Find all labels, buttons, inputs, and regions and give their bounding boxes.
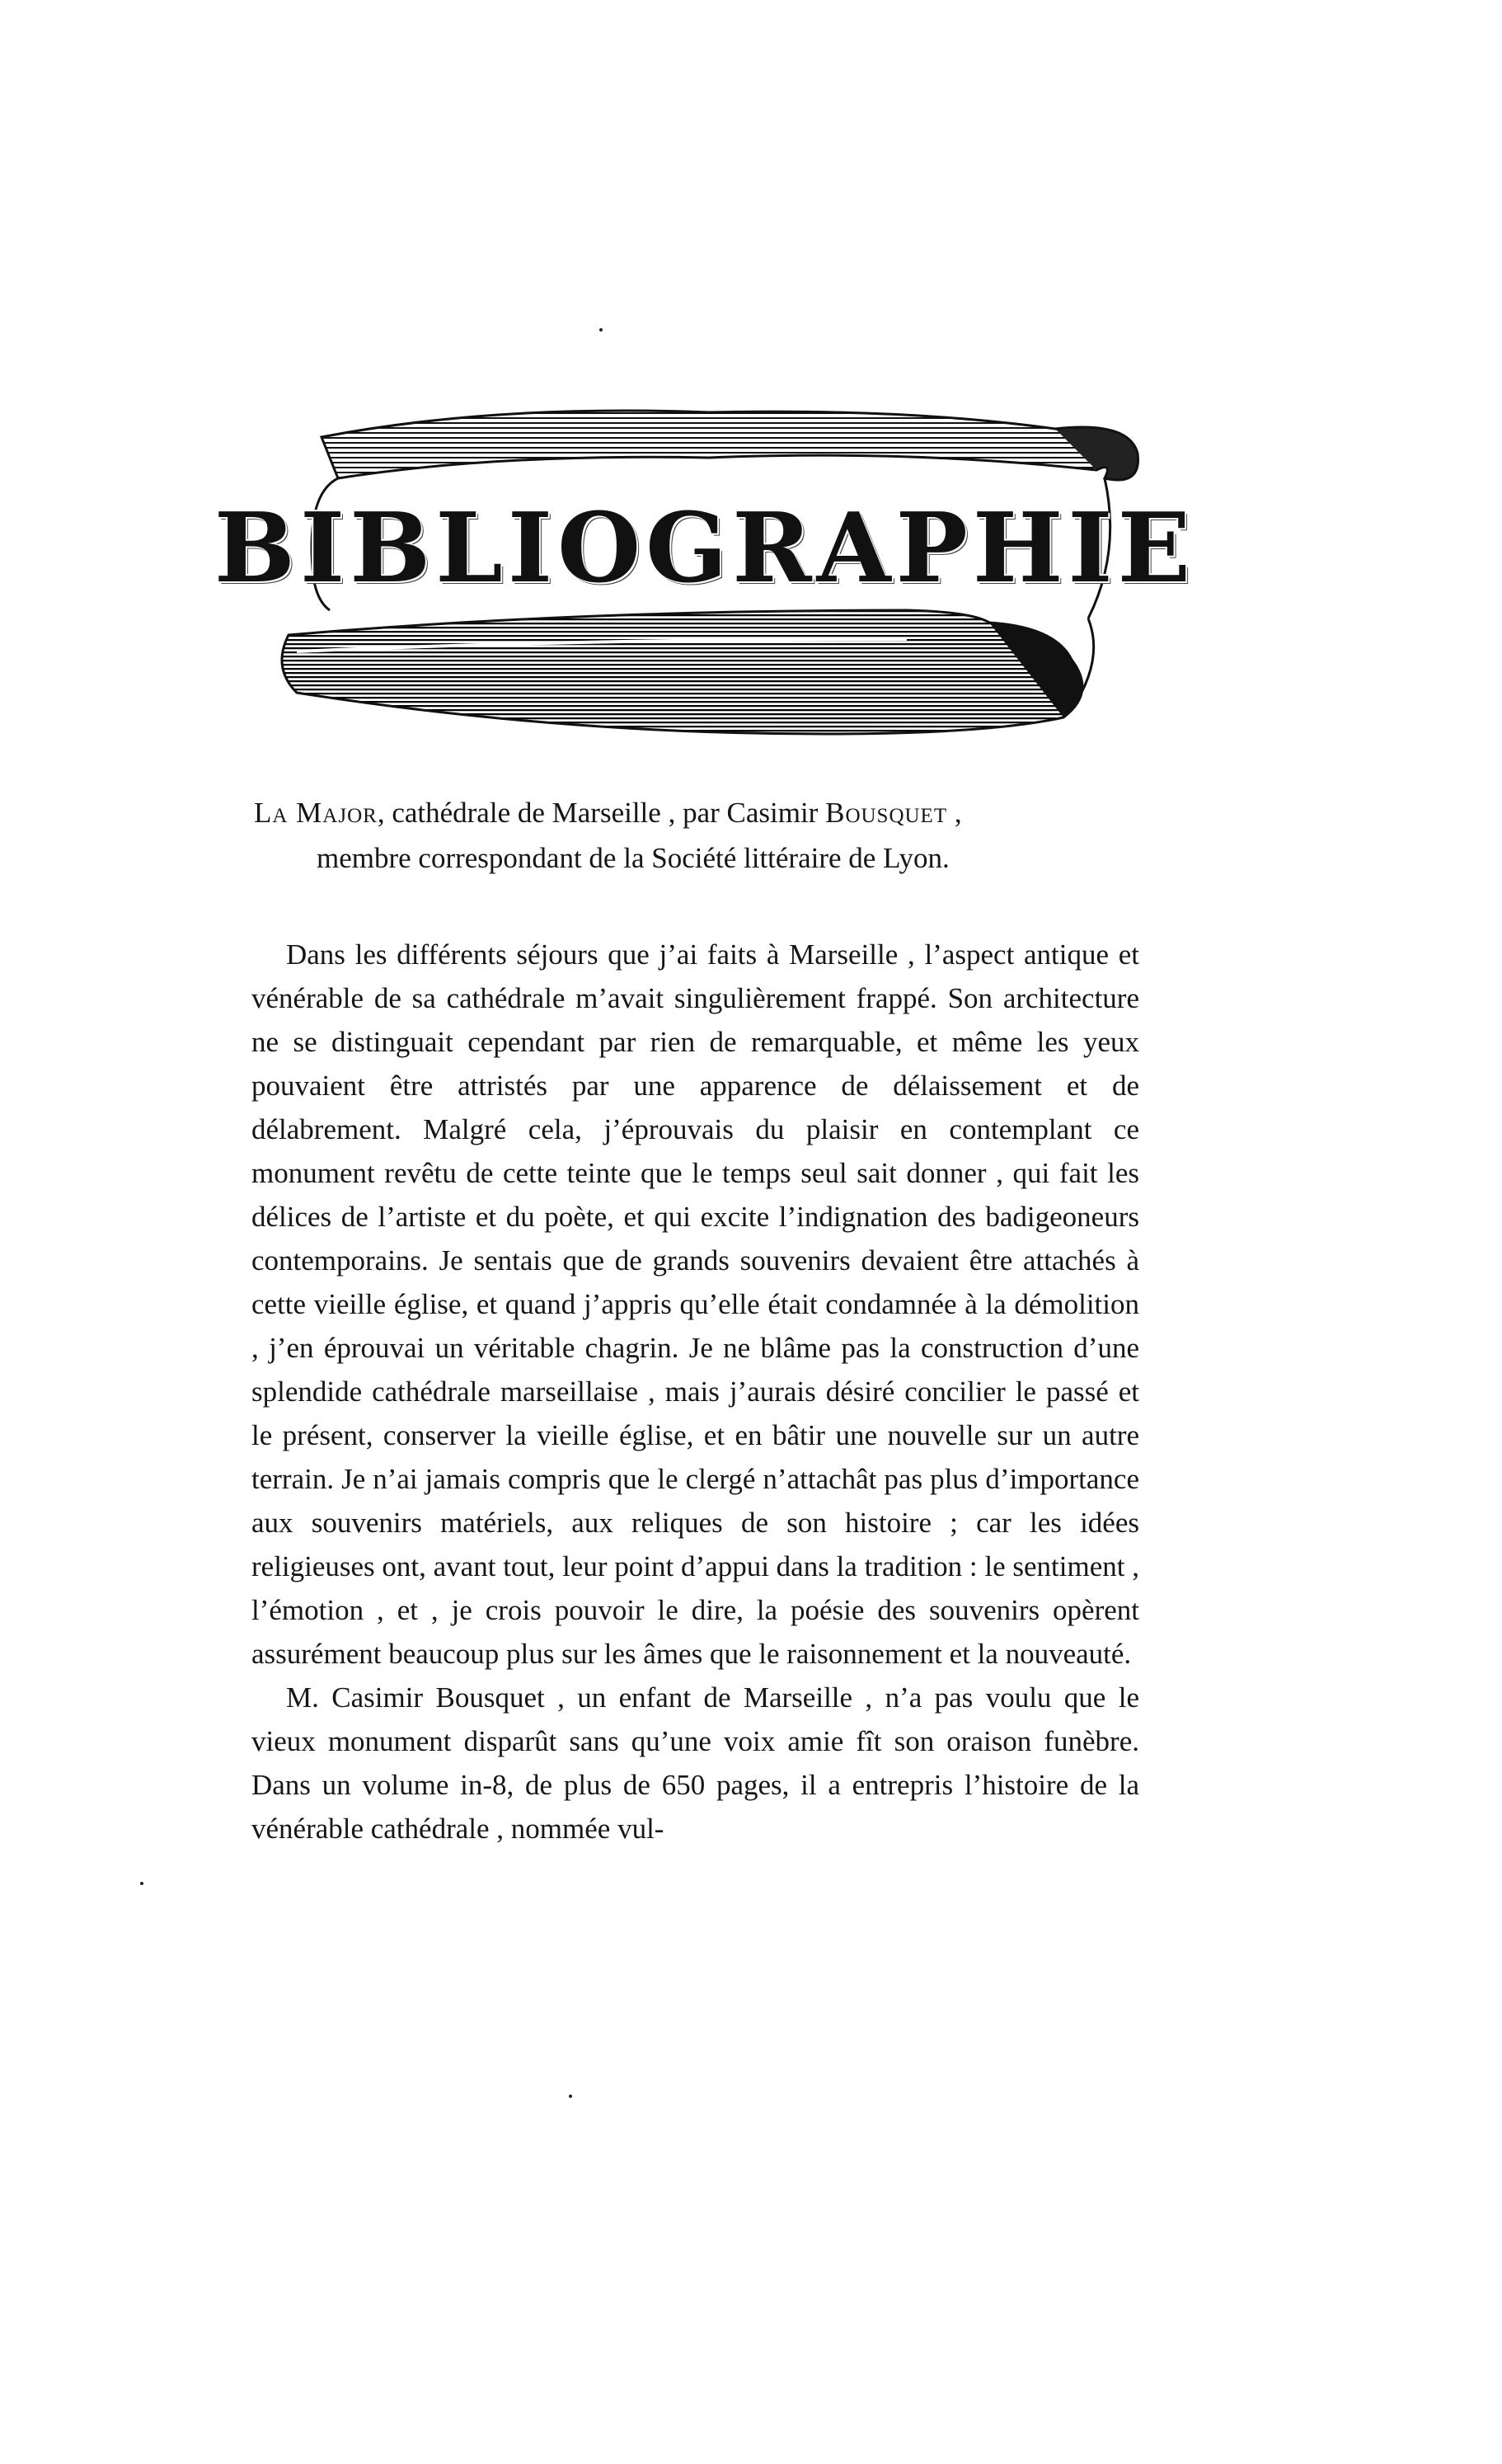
entry-title-line <box>254 790 1161 835</box>
author-affiliation: membre correspondant de la Société littéraire de Lyon. <box>317 842 950 874</box>
paragraph: M. Casimir Bousquet , un enfant de Marseille , n’a pas voulu que le vieux monument disparût sans qu’une voix amie fît son oraison funèbre. Dans un volume in-8, de plus de 650 pages, il a entrepris l’histoire de la vénérable cathédrale , nommée vul- <box>251 1681 1139 1845</box>
scan-speck <box>599 328 603 332</box>
entry-title-suffix: , <box>954 797 962 829</box>
banner-title: BIBLIOGRAPHIE <box>214 492 1196 604</box>
book-title: La Major <box>254 797 378 829</box>
author-name: Bousquet <box>825 797 948 829</box>
bibliographie-banner <box>214 388 1196 750</box>
paragraph: Dans les différents séjours que j’ai faits à Marseille , l’aspect antique et vénérable de sa cathédrale m’avait singulièrement frappé. Son architecture ne se distinguait cependant par rien de remarquable, et même les yeux pouvaient être attristés par une apparence de délaissement et de délabrement. Malgré cela, j’éprouvais du plaisir en contemplant ce monument revêtu de cette teinte que le temps seul sait donner , qui fait les délices de l’artiste et du poète, et qui excite l’indignation des badigeoneurs contemporains. Je sentais que de grands souvenirs devaient être attachés à cette vieille église, et quand j’appris qu’elle était condamnée à la démolition , j’en éprouvai un véritable chagrin. Je ne blâme pas la construction d’une splendide cathédrale marseillaise , mais j’aurais désiré concilier le passé et le présent, conserver la vieille église, et en bâtir une nouvelle sur un autre terrain. Je n’ai jamais compris que le clergé n’attachât pas plus d’importance aux souvenirs matériels, aux reliques de son histoire ; car les idées religieuses ont, avant tout, leur point d’appui dans la tradition : le sentiment , l’émotion , et , je crois pouvoir le dire, la poésie des souvenirs opèrent assurément beaucoup plus sur les âmes que le raisonnement et la nouveauté. <box>251 938 1139 1670</box>
scan-speck <box>140 1882 143 1885</box>
scan-speck <box>569 2095 572 2098</box>
entry-title-middle: , cathédrale de Marseille , par Casimir <box>377 797 819 829</box>
review-body <box>251 933 1139 1850</box>
bibliographic-entry <box>254 790 1161 881</box>
